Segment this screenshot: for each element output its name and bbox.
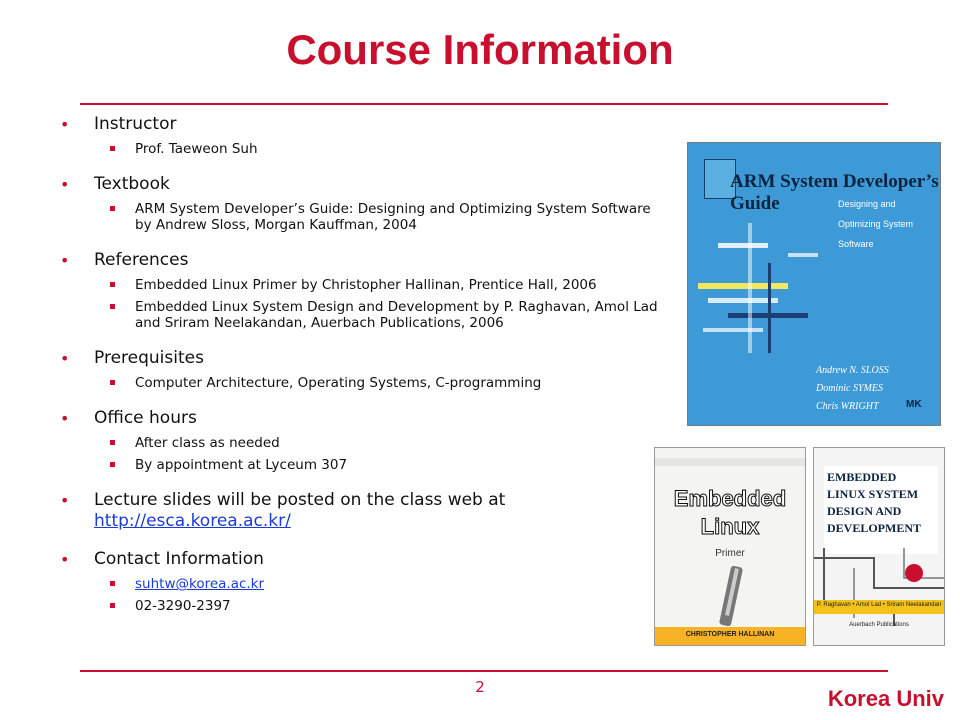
square-bullet-icon: [110, 282, 115, 287]
bullet-icon: •: [60, 409, 70, 428]
section-heading: Contact Information: [94, 549, 264, 569]
square-bullet-icon: [110, 603, 115, 608]
section-contact: [60, 549, 660, 570]
list-item: [60, 576, 660, 592]
bullet-icon: •: [60, 175, 70, 194]
email-link[interactable]: suhtw@korea.ac.kr: [135, 576, 265, 592]
class-web-link[interactable]: http://esca.korea.ac.kr/: [94, 511, 291, 531]
section-heading: References: [94, 250, 189, 270]
phone-number: 02-3290-2397: [135, 598, 231, 614]
cover-graphic: [698, 213, 818, 363]
section-heading: Prerequisites: [94, 348, 204, 368]
slide-title: Course Information: [286, 26, 674, 73]
list-item: Embedded Linux System Design and Development by P. Raghavan, Amol Lad and Sriram Neelakandan, Auerbach Publications, 2006: [60, 299, 660, 331]
bullet-icon: •: [60, 349, 70, 368]
square-bullet-icon: [110, 440, 115, 445]
bullet-icon: •: [60, 251, 70, 270]
linux-design-book-cover: EMBEDDED LINUX SYSTEM DESIGN AND DEVELOPMENT P. Raghavan • Amol Lad • Sriram Neelakandan Auerbach Publications: [813, 447, 945, 646]
bullet-icon: •: [60, 550, 70, 569]
bullet-icon: •: [60, 491, 70, 510]
list-item: After class as needed: [60, 435, 660, 451]
lecture-slides-text: Lecture slides will be posted on the class web at: [94, 490, 506, 510]
list-item: Embedded Linux Primer by Christopher Hallinan, Prentice Hall, 2006: [60, 277, 660, 293]
list-item: ARM System Developer’s Guide: Designing and Optimizing System Software by Andrew Sloss, Morgan Kauffman, 2004: [60, 201, 660, 233]
series-band: [655, 458, 805, 466]
square-bullet-icon: [110, 462, 115, 467]
square-bullet-icon: [110, 380, 115, 385]
arm-book-cover: ARM System Developer’s Guide Designing and Optimizing System Software Andrew N. SLOSS Dominic SYMES Chris WRIGHT MK: [687, 142, 941, 426]
section-references: [60, 250, 660, 271]
slide-number: 2: [475, 678, 485, 696]
circuit-graphic: [814, 548, 944, 626]
square-bullet-icon: [110, 304, 115, 309]
brand-logo-text: Korea Univ: [827, 686, 944, 711]
bullet-icon: •: [60, 115, 70, 134]
footer-divider: [80, 670, 888, 672]
section-heading: Office hours: [94, 408, 197, 428]
section-office-hours: [60, 408, 660, 429]
section-prerequisites: [60, 348, 660, 369]
list-item: Computer Architecture, Operating Systems, C-programming: [60, 375, 660, 391]
book-title: EMBEDDED LINUX SYSTEM DESIGN AND DEVELOPMENT: [824, 466, 938, 554]
list-item: Prof. Taeweon Suh: [60, 141, 660, 157]
section-lecture-slides: [60, 490, 564, 532]
square-bullet-icon: [110, 206, 115, 211]
square-bullet-icon: [110, 146, 115, 151]
list-item: By appointment at Lyceum 307: [60, 457, 660, 473]
linux-primer-book-cover: Embedded Linux Primer CHRISTOPHER HALLINAN: [654, 447, 806, 646]
list-item: [60, 598, 660, 614]
square-bullet-icon: [110, 581, 115, 586]
bullet-content: [60, 114, 660, 614]
section-textbook: [60, 174, 660, 195]
book-title: ARM System Developer’s Guide: [730, 171, 939, 214]
section-instructor: [60, 114, 660, 135]
section-heading: Instructor: [94, 114, 177, 134]
title-divider: [80, 103, 888, 105]
section-heading: Textbook: [94, 174, 170, 194]
